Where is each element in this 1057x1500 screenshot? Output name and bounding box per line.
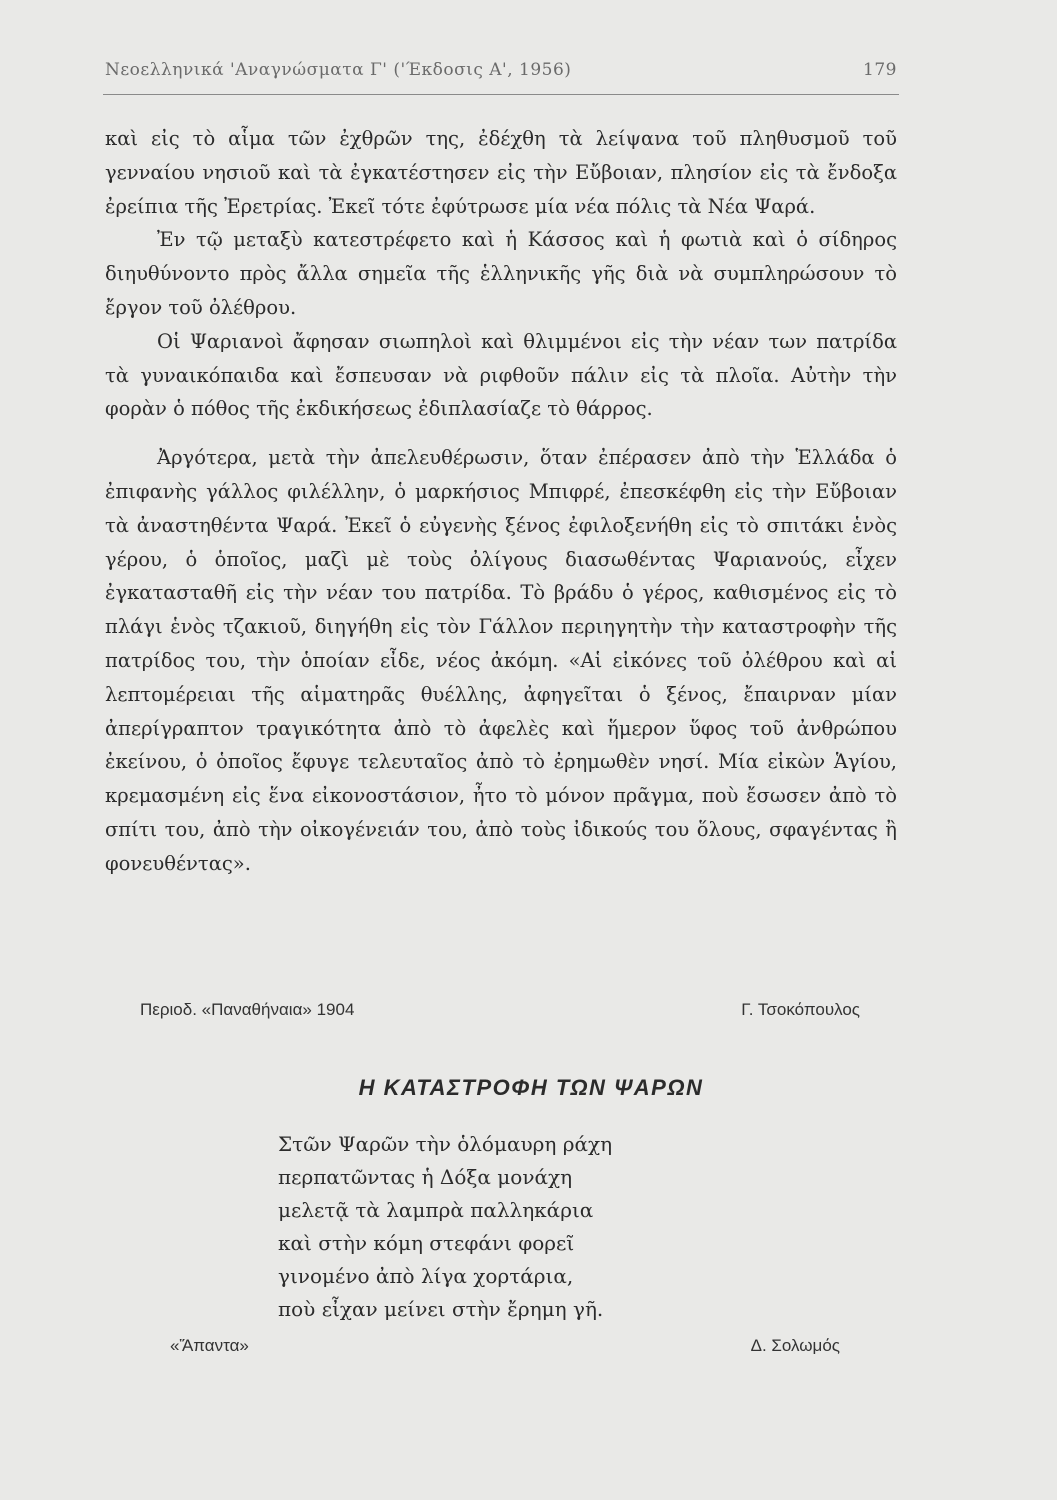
page-number: 179 — [863, 60, 897, 80]
poem-line: ποὺ εἶχαν μείνει στὴν ἔρημη γῆ. — [278, 1297, 604, 1321]
running-header-title: Νεοελληνικά 'Αναγνώσματα Γ' ('Έκδοσις Α', 1956) — [105, 60, 572, 80]
poem-title: Η ΚΑΤΑΣΤΡΟΦΗ ΤΩΝ ΨΑΡΩΝ — [358, 1075, 704, 1100]
poem-line: μελετᾷ τὰ λαμπρὰ παλληκάρια — [278, 1198, 594, 1222]
running-header — [105, 60, 897, 90]
poem-text — [278, 1128, 778, 1326]
paragraph: Ἀργότερα, μετὰ τὴν ἀπελευθέρωσιν, ὅταν ἐπέρασεν ἀπὸ τὴν Ἑλλάδα ὁ ἐπιφανὴς γάλλος φιλέλλην, ὁ μαρκήσιος Μπιφρέ, ἐπεσκέφθη εἰς τὴν Εὔβοιαν τὰ ἀναστηθέντα Ψαρά. Ἐκεῖ ὁ εὐγενὴς ξένος ἐφιλοξενήθη εἰς τὸ σπιτάκι ἑνὸς γέρου, ὁ ὁποῖος, μαζὶ μὲ τοὺς ὀλίγους διασωθέντας Ψαριανούς, εἶχεν ἐγκατασταθῆ εἰς τὴν νέαν του πατρίδα. Τὸ βράδυ ὁ γέρος, καθισμένος εἰς τὸ πλάγι ἑνὸς τζακιοῦ, διηγήθη εἰς τὸν Γάλλον περιηγητὴν τὴν καταστροφὴν τῆς πατρίδος του, τὴν ὁποίαν εἶδε, νέος ἀκόμη. «Αἱ εἰκόνες τοῦ ὀλέθρου καὶ αἱ λεπτομέρειαι τῆς αἱματηρᾶς θυέλλης, ἀφηγεῖται ὁ ξένος, ἔπαιρναν μίαν ἀπερίγραπτον τραγικότητα ἀπὸ τὸ ἀφελὲς καὶ ἥμερον ὕφος τοῦ ἀνθρώπου ἐκείνου, ὁ ὁποῖος ἔφυγε τελευταῖος ἀπὸ τὸ ἐρημωθὲν νησί. Μία εἰκὼν Ἁγίου, κρεμασμένη εἰς ἕνα εἰκονοστάσιον, ἦτο τὸ μόνον πρᾶγμα, ποὺ ἔσωσεν ἀπὸ τὸ σπίτι του, ἀπὸ τὴν οἰκογένειάν του, ἀπὸ τοὺς ἰδικούς του ὅλους, σφαγέντας ἢ φονευθέντας». — [105, 446, 897, 875]
poem-source: «Ἅπαντα» — [170, 1336, 249, 1355]
prose-text — [105, 122, 897, 881]
poem-attribution — [170, 1336, 840, 1362]
prose-author: Γ. Τσοκόπουλος — [741, 1000, 860, 1019]
prose-attribution — [140, 1000, 860, 1026]
paragraph: Οἱ Ψαριανοὶ ἄφησαν σιωπηλοὶ καὶ θλιμμένοι εἰς τὴν νέαν των πατρίδα τὰ γυναικόπαιδα καὶ ἔσπευσαν νὰ ριφθοῦν πάλιν εἰς τὰ πλοῖα. Αὐτὴν τὴν φορὰν ὁ πόθος τῆς ἐκδικήσεως ἐδιπλασίαζε τὸ θάρρος. — [105, 329, 897, 421]
poem-line: περπατῶντας ἡ Δόξα μονάχη — [278, 1165, 573, 1189]
paragraph: καὶ εἰς τὸ αἷμα τῶν ἐχθρῶν της, ἐδέχθη τὰ λείψανα τοῦ πληθυσμοῦ τοῦ γενναίου νησιοῦ καὶ τὰ ἐγκατέστησεν εἰς τὴν Εὔβοιαν, πλησίον εἰς τὰ ἔνδοξα ἐρείπια τῆς Ἐρετρίας. Ἐκεῖ τότε ἐφύτρωσε μία νέα πόλις τὰ Νέα Ψαρά. — [105, 127, 897, 218]
poem-author: Δ. Σολωμός — [750, 1336, 840, 1355]
header-divider — [103, 94, 899, 95]
poem-line: γινομένο ἀπὸ λίγα χορτάρια, — [278, 1264, 574, 1288]
poem-line: Στῶν Ψαρῶν τὴν ὁλόμαυρη ράχη — [278, 1132, 613, 1156]
paragraph: Ἐν τῷ μεταξὺ κατεστρέφετο καὶ ἡ Κάσσος καὶ ἡ φωτιὰ καὶ ὁ σίδηρος διηυθύνοντο πρὸς ἄλλα σημεῖα τῆς ἑλληνικῆς γῆς διὰ νὰ συμπληρώσουν τὸ ἔργον τοῦ ὀλέθρου. — [105, 228, 897, 319]
prose-source: Περιοδ. «Παναθήναια» 1904 — [140, 1000, 355, 1019]
poem-line: καὶ στὴν κόμη στεφάνι φορεῖ — [278, 1231, 575, 1255]
